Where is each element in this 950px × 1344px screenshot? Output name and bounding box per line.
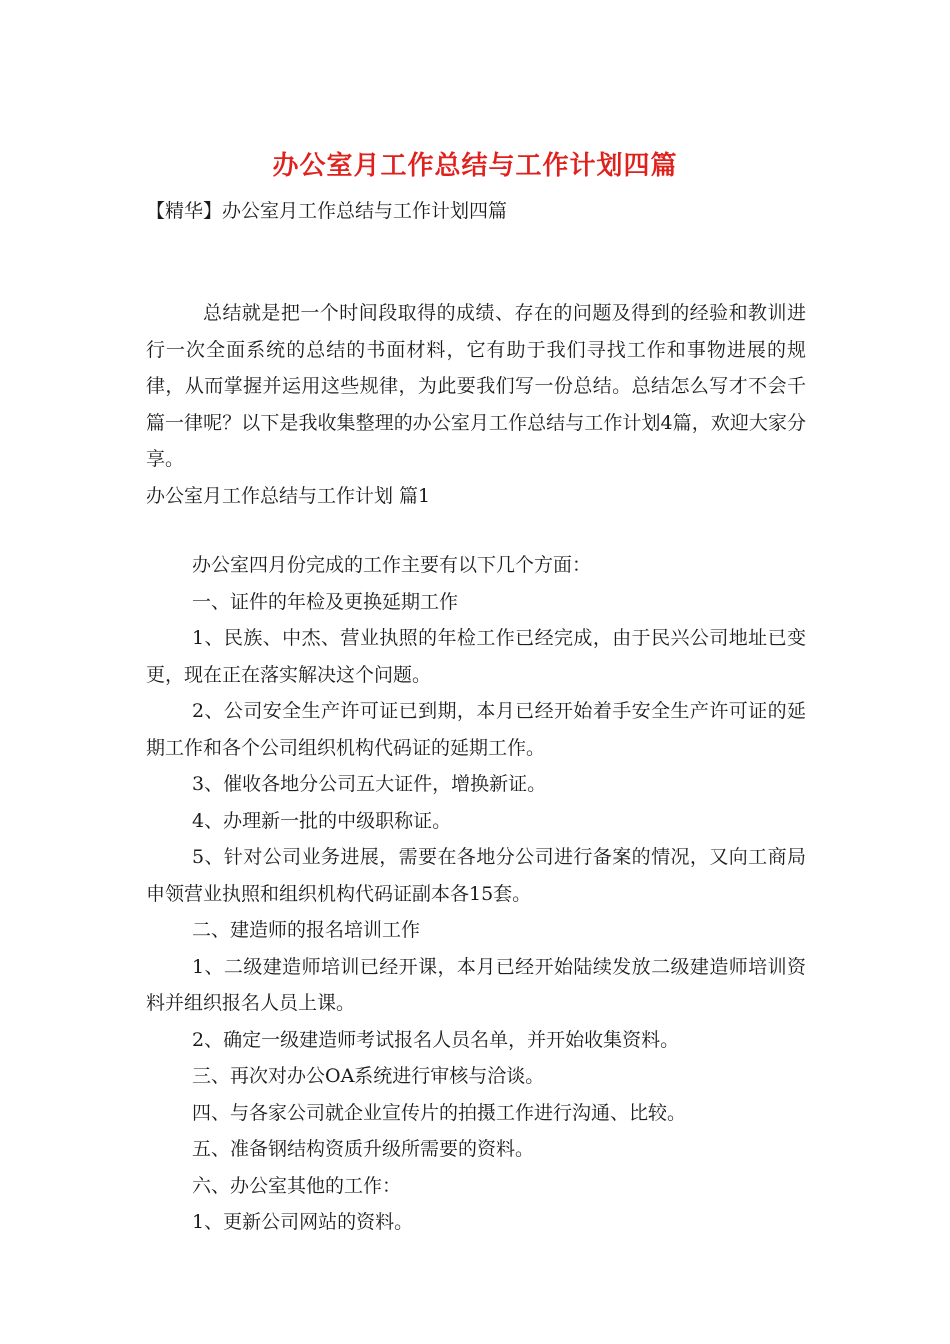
paragraph: 五、准备钢结构资质升级所需要的资料。 xyxy=(192,1138,535,1160)
paragraph: 一、证件的年检及更换延期工作 xyxy=(192,590,459,613)
paragraph: 1、更新公司网站的资料。 xyxy=(192,1211,414,1233)
content-section xyxy=(146,547,806,1241)
paragraph: 1、民族、中杰、营业执照的年检工作已经完成，由于民兴公司地址已变更，现在正在落实解决这个问题。 xyxy=(146,627,806,686)
paragraph: 2、公司安全生产许可证已到期，本月已经开始着手安全生产许可证的延期工作和各个公司组织机构代码证的延期工作。 xyxy=(146,700,806,759)
paragraph: 三、再次对办公OA系统进行审核与洽谈。 xyxy=(192,1065,545,1087)
paragraph: 4、办理新一批的中级职称证。 xyxy=(192,809,452,832)
paragraph: 3、催收各地分公司五大证件，增换新证。 xyxy=(192,773,547,795)
paragraph: 二、建造师的报名培训工作 xyxy=(192,919,421,941)
document-title: 办公室月工作总结与工作计划四篇 xyxy=(272,151,678,181)
paragraph: 5、针对公司业务进展，需要在各地分公司进行备案的情况，又向工商局申领营业执照和组织机构代码证副本各15套。 xyxy=(146,846,806,905)
intro-paragraph: 总结就是把一个时间段取得的成绩、存在的问题及得到的经验和教训进行一次全面系统的总结的书面材料，它有助于我们寻找工作和事物进展的规律，从而掌握并运用这些规律，为此要我们写一份总结。总结怎么写才不会千篇一律呢？以下是我收集整理的办公室月工作总结与工作计划4篇，欢迎大家分享。 xyxy=(146,302,806,470)
paragraph: 2、确定一级建造师考试报名人员名单，并开始收集资料。 xyxy=(192,1028,680,1051)
paragraph: 六、办公室其他的工作： xyxy=(192,1174,402,1197)
document-subtitle: 【精华】办公室月工作总结与工作计划四篇 xyxy=(146,200,508,222)
paragraph: 四、与各家公司就企业宣传片的拍摄工作进行沟通、比较。 xyxy=(192,1101,687,1124)
intro-section xyxy=(146,295,806,478)
section-heading: 办公室月工作总结与工作计划 篇1 xyxy=(146,485,431,507)
paragraph: 1、二级建造师培训已经开课，本月已经开始陆续发放二级建造师培训资料并组织报名人员上课。 xyxy=(146,955,806,1014)
paragraph: 办公室四月份完成的工作主要有以下几个方面： xyxy=(192,554,592,576)
